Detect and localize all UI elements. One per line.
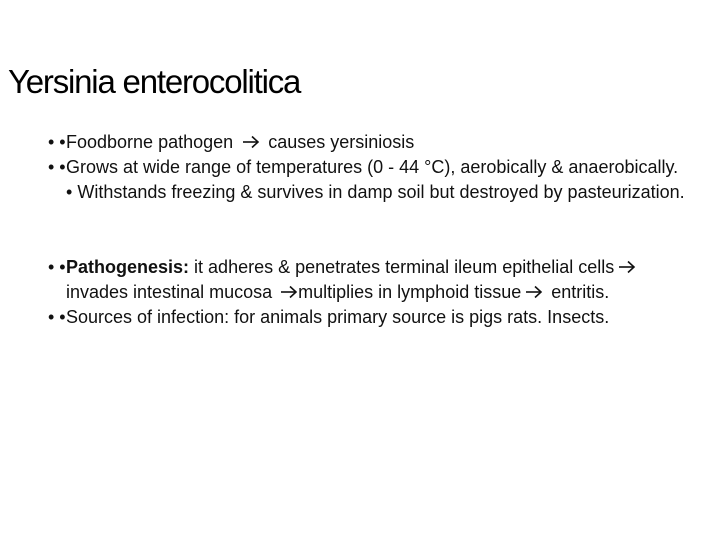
bullet-text-part: multiplies in lymphoid tissue [298,282,522,302]
slide-title: Yersinia enterocolitica [8,63,301,100]
bullet-text-part: invades intestinal mucosa [66,282,273,302]
bullet-marker: • • [48,257,66,277]
bullet-item-sources [0,305,706,330]
bullet-label: Pathogenesis: [66,257,190,277]
bullet-text-part: Foodborne pathogen [66,132,234,152]
bullet-text-part: entritis. [551,282,610,302]
bullet-text-part: it adheres & penetrates terminal ileum epithelial cells [194,257,615,277]
arrow-right-icon [280,285,298,299]
bullet-item-pathogenesis [0,255,706,305]
bullet-list [0,130,720,330]
bullet-text: Withstands freezing & survives in damp soil but destroyed by pasteurization. [77,182,685,202]
bullet-marker: • • [48,307,66,327]
bullet-item-freezing [0,180,706,205]
bullet-marker: • • [48,132,66,152]
bullet-item-temperature [0,155,706,180]
bullet-text: Sources of infection: for animals primary source is pigs rats. Insects. [66,307,610,327]
bullet-text: Grows at wide range of temperatures (0 - 44 °C), aerobically & anaerobically. [66,157,679,177]
arrow-right-icon [618,260,636,274]
bullet-marker: • • [48,157,66,177]
bullet-item-foodborne [0,130,706,155]
spacer [0,205,720,255]
bullet-marker: • [66,182,73,202]
bullet-text-part: causes yersiniosis [268,132,415,152]
arrow-right-icon [242,135,260,149]
arrow-right-icon [525,285,543,299]
